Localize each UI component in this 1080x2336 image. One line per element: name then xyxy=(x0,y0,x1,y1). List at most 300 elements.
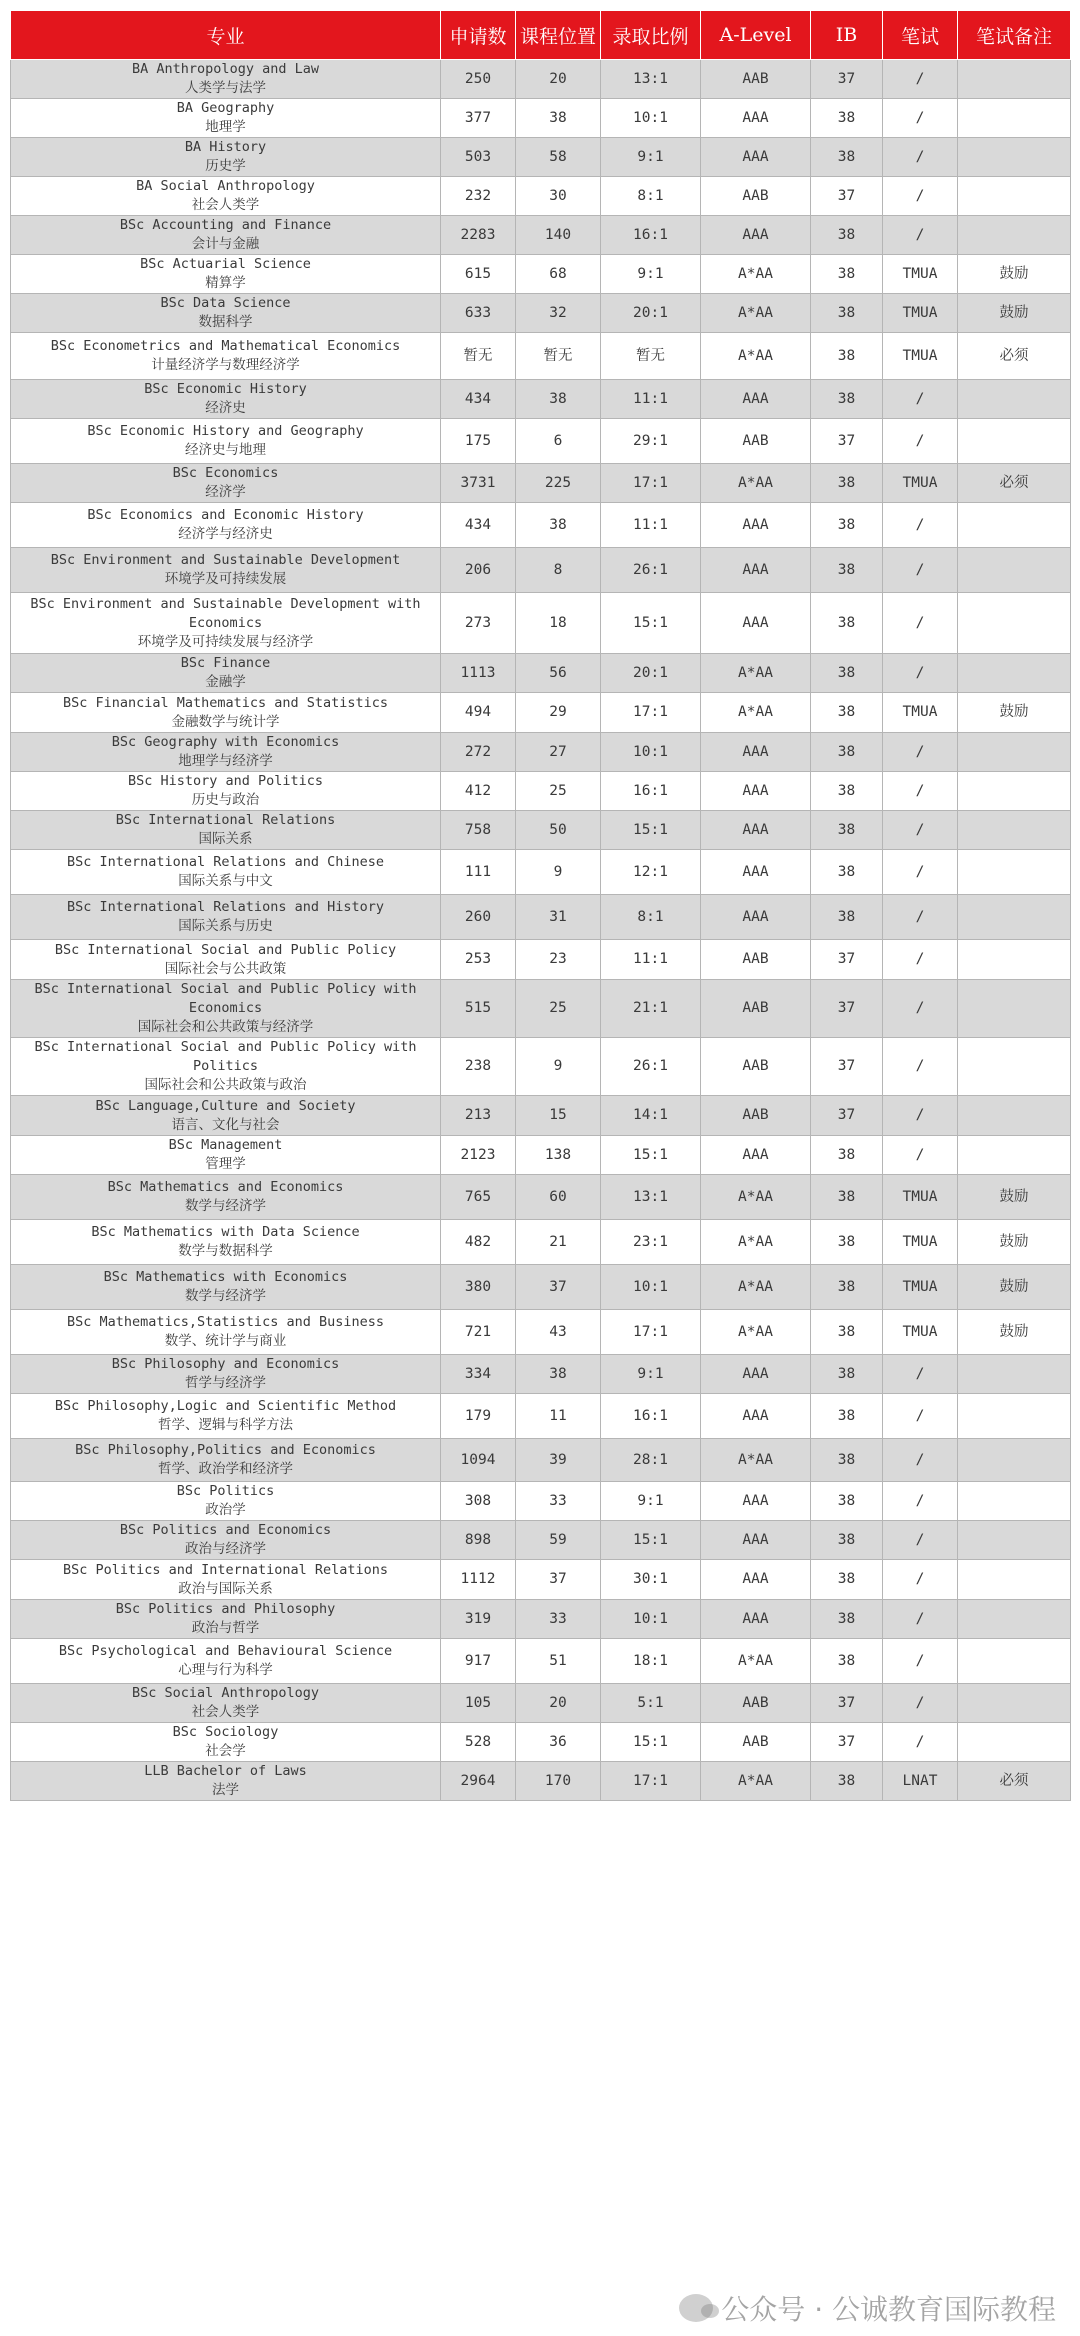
ratio-cell: 10:1 xyxy=(601,733,701,772)
test-cell: / xyxy=(883,419,958,464)
applications-cell: 232 xyxy=(441,177,516,216)
column-header: IB xyxy=(811,11,883,60)
a-level-cell: AAA xyxy=(701,380,811,419)
major-name-zh: 数学与数据科学 xyxy=(178,1243,273,1259)
test-note-cell: 鼓励 xyxy=(958,1310,1071,1355)
test-cell: / xyxy=(883,895,958,940)
a-level-cell: A*AA xyxy=(701,1639,811,1684)
major-name-en: BSc Financial Mathematics and Statistics xyxy=(62,694,389,711)
test-cell: / xyxy=(883,733,958,772)
ratio-cell: 16:1 xyxy=(601,1394,701,1439)
ratio-cell: 16:1 xyxy=(601,216,701,255)
ib-cell: 38 xyxy=(811,772,883,811)
places-cell: 暂无 xyxy=(516,333,601,380)
major-cell xyxy=(11,60,441,99)
major-name-en: BSc Economics xyxy=(172,465,279,481)
test-cell: / xyxy=(883,380,958,419)
applications-cell: 206 xyxy=(441,548,516,593)
major-cell xyxy=(11,1762,441,1801)
column-header: 笔试 xyxy=(883,11,958,60)
a-level-cell: AAA xyxy=(701,1482,811,1521)
table-row xyxy=(11,1521,1071,1560)
test-note-cell xyxy=(958,895,1071,940)
a-level-cell: A*AA xyxy=(701,1175,811,1220)
a-level-cell: AAB xyxy=(701,1684,811,1723)
major-cell xyxy=(11,733,441,772)
ib-cell: 38 xyxy=(811,1136,883,1175)
applications-cell: 434 xyxy=(441,503,516,548)
table-row xyxy=(11,772,1071,811)
major-name-zh: 社会人类学 xyxy=(191,197,260,213)
ratio-cell: 18:1 xyxy=(601,1639,701,1684)
test-cell: LNAT xyxy=(883,1762,958,1801)
a-level-cell: A*AA xyxy=(701,1220,811,1265)
major-name-zh: 环境学及可持续发展 xyxy=(164,571,287,587)
major-cell xyxy=(11,548,441,593)
test-note-cell xyxy=(958,138,1071,177)
ratio-cell: 10:1 xyxy=(601,1600,701,1639)
column-header: 笔试备注 xyxy=(958,11,1071,60)
ib-cell: 37 xyxy=(811,980,883,1038)
major-name-en: BSc Environment and Sustainable Development xyxy=(50,552,401,568)
a-level-cell: AAB xyxy=(701,1038,811,1096)
ib-cell: 37 xyxy=(811,1038,883,1096)
test-cell: / xyxy=(883,593,958,654)
major-name-en: BSc Econometrics and Mathematical Economics xyxy=(50,338,401,354)
major-name-en: BSc Mathematics with Economics xyxy=(103,1269,348,1285)
ratio-cell: 15:1 xyxy=(601,1136,701,1175)
major-cell xyxy=(11,1684,441,1723)
test-cell: / xyxy=(883,1096,958,1136)
major-name-en: BSc Language,Culture and Society xyxy=(95,1097,356,1114)
major-cell xyxy=(11,654,441,693)
a-level-cell: A*AA xyxy=(701,333,811,380)
table-row xyxy=(11,99,1071,138)
table-row xyxy=(11,1310,1071,1355)
major-name-en: BSc Economics and Economic History xyxy=(87,507,364,523)
places-cell: 23 xyxy=(516,940,601,980)
test-cell: / xyxy=(883,850,958,895)
ib-cell: 38 xyxy=(811,895,883,940)
test-note-cell: 鼓励 xyxy=(958,294,1071,333)
ib-cell: 38 xyxy=(811,255,883,294)
a-level-cell: AAA xyxy=(701,503,811,548)
ratio-cell: 20:1 xyxy=(601,654,701,693)
ratio-cell: 20:1 xyxy=(601,294,701,333)
ib-cell: 38 xyxy=(811,1355,883,1394)
applications-cell: 434 xyxy=(441,380,516,419)
major-name-en: BSc Finance xyxy=(180,655,271,671)
test-note-cell xyxy=(958,811,1071,850)
major-cell xyxy=(11,1723,441,1762)
test-cell: / xyxy=(883,1482,958,1521)
applications-cell: 1112 xyxy=(441,1560,516,1600)
a-level-cell: AAA xyxy=(701,772,811,811)
ratio-cell: 9:1 xyxy=(601,255,701,294)
major-name-zh: 经济史与地理 xyxy=(185,442,266,458)
applications-cell: 253 xyxy=(441,940,516,980)
ratio-cell: 9:1 xyxy=(601,1482,701,1521)
major-name-en: BA Geography xyxy=(176,100,275,116)
major-name-zh: 经济学与经济史 xyxy=(178,526,273,542)
admissions-table xyxy=(10,10,1071,1801)
places-cell: 21 xyxy=(516,1220,601,1265)
ib-cell: 38 xyxy=(811,99,883,138)
a-level-cell: AAA xyxy=(701,99,811,138)
major-name-zh: 数据科学 xyxy=(198,314,253,330)
major-cell xyxy=(11,99,441,138)
table-row xyxy=(11,464,1071,503)
major-cell xyxy=(11,1265,441,1310)
places-cell: 140 xyxy=(516,216,601,255)
major-name-en: BSc International Social and Public Policy xyxy=(54,941,397,958)
test-cell: TMUA xyxy=(883,693,958,733)
places-cell: 9 xyxy=(516,1038,601,1096)
test-cell: / xyxy=(883,60,958,99)
ratio-cell: 13:1 xyxy=(601,60,701,99)
a-level-cell: A*AA xyxy=(701,1265,811,1310)
major-name-en: BSc International Relations and Chinese xyxy=(67,854,384,870)
major-cell xyxy=(11,464,441,503)
major-name-zh: 历史与政治 xyxy=(191,792,260,808)
test-note-cell xyxy=(958,1560,1071,1600)
test-cell: TMUA xyxy=(883,255,958,294)
major-name-en: BSc Social Anthropology xyxy=(132,1685,319,1701)
major-name-en: BSc Geography with Economics xyxy=(111,734,340,750)
test-note-cell: 鼓励 xyxy=(958,693,1071,733)
places-cell: 15 xyxy=(516,1096,601,1136)
test-cell: TMUA xyxy=(883,1175,958,1220)
places-cell: 36 xyxy=(516,1723,601,1762)
a-level-cell: AAA xyxy=(701,548,811,593)
applications-cell: 615 xyxy=(441,255,516,294)
major-name-en: BSc Economic History and Geography xyxy=(87,423,364,439)
major-cell xyxy=(11,1394,441,1439)
test-note-cell xyxy=(958,1394,1071,1439)
ib-cell: 37 xyxy=(811,177,883,216)
table-row xyxy=(11,1136,1071,1175)
major-name-en: BSc Mathematics and Economics xyxy=(107,1179,344,1195)
places-cell: 20 xyxy=(516,1684,601,1723)
a-level-cell: AAA xyxy=(701,593,811,654)
a-level-cell: AAB xyxy=(701,177,811,216)
test-note-cell xyxy=(958,1439,1071,1482)
ratio-cell: 26:1 xyxy=(601,548,701,593)
applications-cell: 213 xyxy=(441,1096,516,1136)
test-note-cell xyxy=(958,980,1071,1038)
major-name-zh: 数学与经济学 xyxy=(185,1288,266,1304)
test-cell: / xyxy=(883,811,958,850)
ib-cell: 38 xyxy=(811,693,883,733)
ib-cell: 38 xyxy=(811,1310,883,1355)
major-name-zh: 精算学 xyxy=(205,275,246,291)
test-note-cell xyxy=(958,850,1071,895)
ib-cell: 38 xyxy=(811,1394,883,1439)
major-cell xyxy=(11,216,441,255)
major-cell xyxy=(11,593,441,654)
places-cell: 11 xyxy=(516,1394,601,1439)
ib-cell: 38 xyxy=(811,294,883,333)
major-cell xyxy=(11,1355,441,1394)
ib-cell: 38 xyxy=(811,733,883,772)
test-note-cell xyxy=(958,1136,1071,1175)
major-name-zh: 国际社会和公共政策与政治 xyxy=(144,1077,307,1093)
places-cell: 56 xyxy=(516,654,601,693)
test-cell: / xyxy=(883,1639,958,1684)
table-row xyxy=(11,1723,1071,1762)
major-name-en: BSc International Social and Public Policy with Economics xyxy=(34,981,417,1016)
major-name-en: LLB Bachelor of Laws xyxy=(144,1763,307,1779)
table-row xyxy=(11,380,1071,419)
major-name-en: BSc International Relations and History xyxy=(67,899,384,915)
major-cell xyxy=(11,1220,441,1265)
places-cell: 60 xyxy=(516,1175,601,1220)
test-note-cell: 必须 xyxy=(958,333,1071,380)
applications-cell: 250 xyxy=(441,60,516,99)
major-name-en: BA Anthropology and Law xyxy=(132,61,319,77)
major-name-zh: 社会学 xyxy=(205,1743,246,1759)
major-name-zh: 管理学 xyxy=(205,1156,246,1172)
ib-cell: 38 xyxy=(811,850,883,895)
applications-cell: 175 xyxy=(441,419,516,464)
a-level-cell: AAA xyxy=(701,895,811,940)
applications-cell: 179 xyxy=(441,1394,516,1439)
major-name-zh: 国际社会与公共政策 xyxy=(164,960,287,977)
test-cell: TMUA xyxy=(883,1265,958,1310)
test-note-cell xyxy=(958,216,1071,255)
a-level-cell: A*AA xyxy=(701,1310,811,1355)
ib-cell: 38 xyxy=(811,138,883,177)
places-cell: 37 xyxy=(516,1265,601,1310)
test-cell: / xyxy=(883,1439,958,1482)
table-row xyxy=(11,1560,1071,1600)
major-cell xyxy=(11,895,441,940)
major-name-zh: 数学与经济学 xyxy=(185,1198,266,1214)
test-note-cell: 鼓励 xyxy=(958,1265,1071,1310)
major-name-en: BSc Politics xyxy=(176,1483,275,1499)
major-name-en: BSc International Social and Public Policy with Politics xyxy=(34,1039,417,1074)
applications-cell: 528 xyxy=(441,1723,516,1762)
applications-cell: 898 xyxy=(441,1521,516,1560)
places-cell: 27 xyxy=(516,733,601,772)
ib-cell: 38 xyxy=(811,380,883,419)
test-note-cell xyxy=(958,60,1071,99)
column-header: 录取比例 xyxy=(601,11,701,60)
major-name-zh: 政治与国际关系 xyxy=(178,1580,273,1597)
major-name-zh: 环境学及可持续发展与经济学 xyxy=(137,633,314,650)
test-note-cell xyxy=(958,733,1071,772)
table-row xyxy=(11,1439,1071,1482)
test-note-cell xyxy=(958,1038,1071,1096)
major-cell xyxy=(11,1639,441,1684)
major-name-en: BSc Politics and Philosophy xyxy=(115,1601,336,1617)
test-note-cell: 必须 xyxy=(958,464,1071,503)
applications-cell: 377 xyxy=(441,99,516,138)
applications-cell: 111 xyxy=(441,850,516,895)
major-cell xyxy=(11,1096,441,1136)
major-cell xyxy=(11,772,441,811)
major-name-zh: 人类学与法学 xyxy=(185,80,266,96)
table-row xyxy=(11,733,1071,772)
major-name-en: BSc Mathematics,Statistics and Business xyxy=(67,1314,384,1330)
major-name-en: BSc Data Science xyxy=(160,295,291,311)
a-level-cell: A*AA xyxy=(701,464,811,503)
applications-cell: 308 xyxy=(441,1482,516,1521)
ib-cell: 38 xyxy=(811,1521,883,1560)
applications-cell: 765 xyxy=(441,1175,516,1220)
major-name-en: BSc Management xyxy=(168,1137,283,1153)
ib-cell: 37 xyxy=(811,419,883,464)
applications-cell: 319 xyxy=(441,1600,516,1639)
ib-cell: 37 xyxy=(811,60,883,99)
places-cell: 170 xyxy=(516,1762,601,1801)
places-cell: 31 xyxy=(516,895,601,940)
major-name-en: BSc Philosophy and Economics xyxy=(111,1356,340,1372)
table-row xyxy=(11,980,1071,1038)
major-name-en: BSc History and Politics xyxy=(127,773,324,789)
major-name-en: BSc Mathematics with Data Science xyxy=(91,1224,360,1240)
applications-cell: 758 xyxy=(441,811,516,850)
test-cell: / xyxy=(883,654,958,693)
test-cell: / xyxy=(883,1394,958,1439)
major-name-en: BSc Actuarial Science xyxy=(140,256,311,272)
places-cell: 138 xyxy=(516,1136,601,1175)
applications-cell: 3731 xyxy=(441,464,516,503)
major-cell xyxy=(11,1521,441,1560)
major-name-zh: 哲学与经济学 xyxy=(185,1375,266,1391)
major-name-en: BSc International Relations xyxy=(115,812,336,828)
major-name-en: BSc Economic History xyxy=(144,381,307,397)
ratio-cell: 15:1 xyxy=(601,1723,701,1762)
a-level-cell: A*AA xyxy=(701,693,811,733)
ratio-cell: 16:1 xyxy=(601,772,701,811)
column-header: 专业 xyxy=(11,11,441,60)
places-cell: 29 xyxy=(516,693,601,733)
table-row xyxy=(11,1096,1071,1136)
test-note-cell xyxy=(958,593,1071,654)
test-cell: / xyxy=(883,980,958,1038)
table-row xyxy=(11,216,1071,255)
a-level-cell: AAA xyxy=(701,138,811,177)
places-cell: 20 xyxy=(516,60,601,99)
test-note-cell xyxy=(958,654,1071,693)
places-cell: 38 xyxy=(516,1355,601,1394)
applications-cell: 1113 xyxy=(441,654,516,693)
major-cell xyxy=(11,1136,441,1175)
test-cell: / xyxy=(883,1038,958,1096)
a-level-cell: AAB xyxy=(701,940,811,980)
major-cell xyxy=(11,1310,441,1355)
places-cell: 51 xyxy=(516,1639,601,1684)
table-row xyxy=(11,1265,1071,1310)
major-name-en: BSc Accounting and Finance xyxy=(119,217,332,233)
a-level-cell: AAA xyxy=(701,1394,811,1439)
major-cell xyxy=(11,1482,441,1521)
test-note-cell xyxy=(958,772,1071,811)
places-cell: 38 xyxy=(516,99,601,138)
places-cell: 59 xyxy=(516,1521,601,1560)
test-cell: / xyxy=(883,1136,958,1175)
column-header: 申请数 xyxy=(441,11,516,60)
table-row xyxy=(11,503,1071,548)
major-cell xyxy=(11,419,441,464)
watermark xyxy=(679,2288,1056,2328)
major-name-zh: 社会人类学 xyxy=(191,1704,260,1720)
ratio-cell: 11:1 xyxy=(601,380,701,419)
ratio-cell: 11:1 xyxy=(601,503,701,548)
a-level-cell: AAA xyxy=(701,1600,811,1639)
major-name-zh: 政治与经济学 xyxy=(185,1541,266,1557)
table-row xyxy=(11,177,1071,216)
ib-cell: 38 xyxy=(811,1560,883,1600)
ratio-cell: 28:1 xyxy=(601,1439,701,1482)
wechat-icon xyxy=(679,2294,713,2322)
major-name-zh: 政治与哲学 xyxy=(191,1620,260,1636)
ratio-cell: 15:1 xyxy=(601,811,701,850)
test-cell: / xyxy=(883,1355,958,1394)
table-row xyxy=(11,593,1071,654)
watermark-text: 公众号 · 公诚教育国际教程 xyxy=(721,2293,1056,2326)
test-cell: / xyxy=(883,138,958,177)
places-cell: 43 xyxy=(516,1310,601,1355)
applications-cell: 2123 xyxy=(441,1136,516,1175)
ib-cell: 37 xyxy=(811,1684,883,1723)
major-cell xyxy=(11,333,441,380)
ratio-cell: 5:1 xyxy=(601,1684,701,1723)
test-note-cell xyxy=(958,1521,1071,1560)
ratio-cell: 8:1 xyxy=(601,177,701,216)
test-note-cell xyxy=(958,1639,1071,1684)
ratio-cell: 8:1 xyxy=(601,895,701,940)
test-cell: TMUA xyxy=(883,464,958,503)
table-row xyxy=(11,1762,1071,1801)
major-name-zh: 心理与行为科学 xyxy=(178,1662,273,1678)
table-row xyxy=(11,693,1071,733)
ratio-cell: 9:1 xyxy=(601,138,701,177)
a-level-cell: AAB xyxy=(701,1723,811,1762)
places-cell: 38 xyxy=(516,380,601,419)
test-cell: / xyxy=(883,1560,958,1600)
ib-cell: 38 xyxy=(811,1762,883,1801)
a-level-cell: AAB xyxy=(701,60,811,99)
ratio-cell: 21:1 xyxy=(601,980,701,1038)
a-level-cell: AAA xyxy=(701,216,811,255)
major-name-zh: 数学、统计学与商业 xyxy=(164,1333,287,1349)
a-level-cell: AAB xyxy=(701,1096,811,1136)
test-note-cell xyxy=(958,1096,1071,1136)
ib-cell: 38 xyxy=(811,593,883,654)
test-note-cell xyxy=(958,419,1071,464)
places-cell: 18 xyxy=(516,593,601,654)
major-cell xyxy=(11,1600,441,1639)
ib-cell: 38 xyxy=(811,1220,883,1265)
test-cell: / xyxy=(883,216,958,255)
places-cell: 9 xyxy=(516,850,601,895)
table-row xyxy=(11,1038,1071,1096)
ratio-cell: 26:1 xyxy=(601,1038,701,1096)
major-name-zh: 经济学 xyxy=(205,484,246,500)
applications-cell: 482 xyxy=(441,1220,516,1265)
places-cell: 33 xyxy=(516,1600,601,1639)
major-name-zh: 金融学 xyxy=(205,674,246,690)
test-cell: TMUA xyxy=(883,333,958,380)
test-cell: / xyxy=(883,177,958,216)
applications-cell: 2964 xyxy=(441,1762,516,1801)
major-name-zh: 法学 xyxy=(212,1782,239,1798)
test-note-cell xyxy=(958,1482,1071,1521)
major-cell xyxy=(11,1038,441,1096)
ib-cell: 38 xyxy=(811,1482,883,1521)
